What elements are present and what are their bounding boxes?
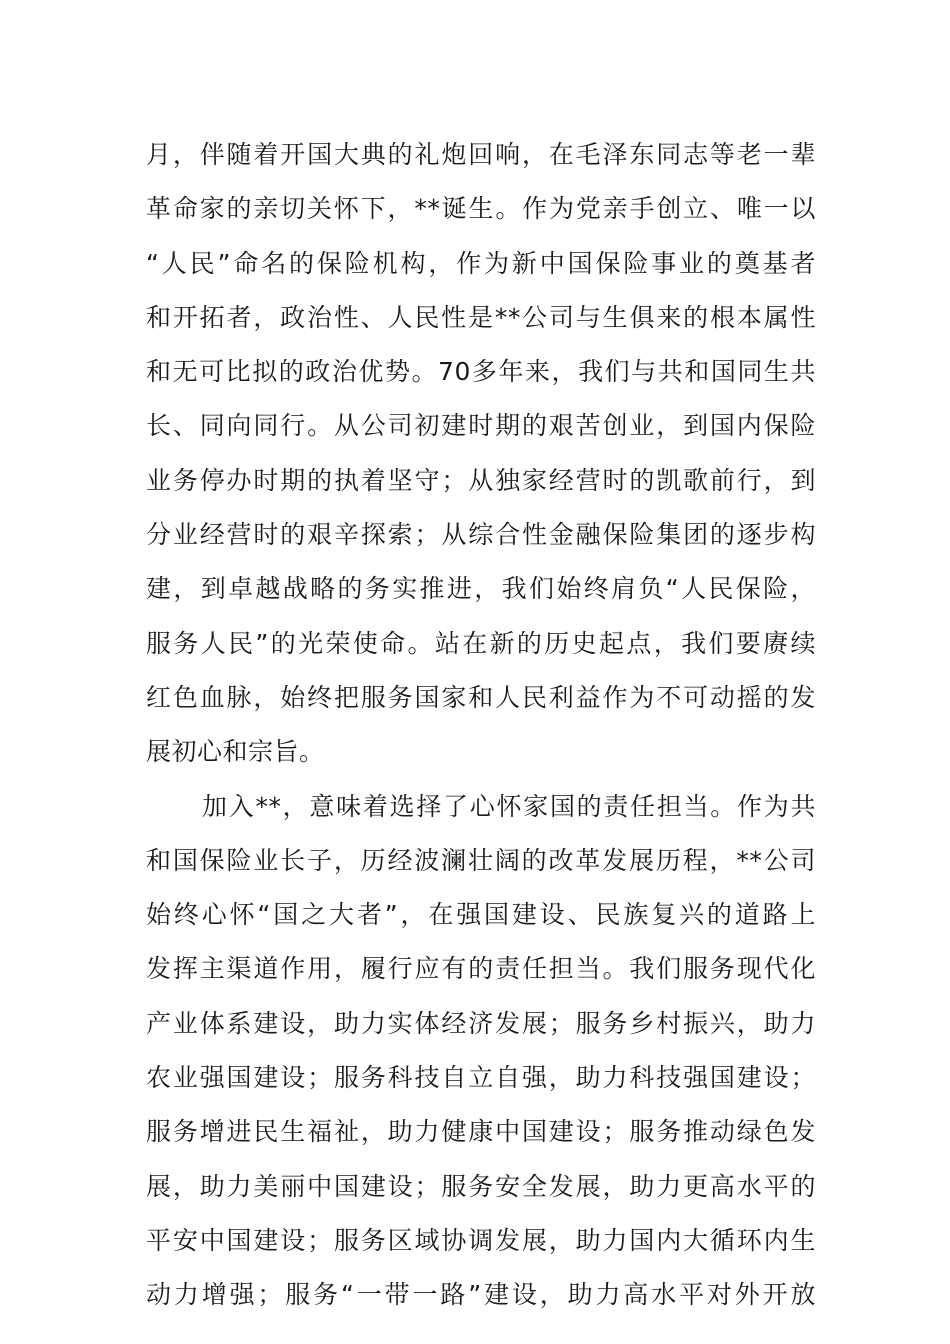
text-line: 和无可比拟的政治优势。70多年来，我们与共和国同生共 xyxy=(146,357,816,387)
text-line: 建，到卓越战略的务实推进，我们始终肩负“人民保险， xyxy=(146,574,816,604)
text-line: 展，助力美丽中国建设；服务安全发展，助力更高水平的 xyxy=(146,1171,816,1201)
text-line: 和开拓者，政治性、人民性是**公司与生俱来的根本属性 xyxy=(146,302,816,332)
text-line: 服务人民”的光荣使命。站在新的历史起点，我们要赓续 xyxy=(146,628,816,658)
text-line: 动力增强；服务“一带一路”建设，助力高水平对外开放 xyxy=(146,1280,816,1310)
text-line: 平安中国建设；服务区域协调发展，助力国内大循环内生 xyxy=(146,1225,816,1255)
text-line: 月，伴随着开国大典的礼炮回响，在毛泽东同志等老一辈 xyxy=(146,140,816,169)
text-line: 展初心和宗旨。 xyxy=(146,737,325,767)
text-line: “人民”命名的保险机构，作为新中国保险事业的奠基者 xyxy=(146,248,816,278)
body-text xyxy=(146,128,816,1323)
text-line: 分业经营时的艰辛探索；从综合性金融保险集团的逐步构 xyxy=(146,520,816,550)
text-line: 和国保险业长子，历经波澜壮阔的改革发展历程，**公司 xyxy=(146,845,816,875)
text-line: 革命家的亲切关怀下，**诞生。作为党亲手创立、唯一以 xyxy=(146,194,816,224)
text-line: 产业体系建设，助力实体经济发展；服务乡村振兴，助力 xyxy=(146,1008,816,1038)
text-line: 发挥主渠道作用，履行应有的责任担当。我们服务现代化 xyxy=(146,954,816,984)
text-line: 服务增进民生福祉，助力健康中国建设；服务推动绿色发 xyxy=(146,1117,816,1147)
text-line: 长、同向同行。从公司初建时期的艰苦创业，到国内保险 xyxy=(146,411,816,441)
text-line: 业务停办时期的执着坚守；从独家经营时的凯歌前行，到 xyxy=(146,465,816,495)
text-line: 加入**，意味着选择了心怀家国的责任担当。作为共 xyxy=(202,791,816,821)
text-line: 农业强国建设；服务科技自立自强，助力科技强国建设； xyxy=(146,1063,816,1093)
text-line: 始终心怀“国之大者”，在强国建设、民族复兴的道路上 xyxy=(146,900,816,930)
text-line: 红色血脉，始终把服务国家和人民利益作为不可动摇的发 xyxy=(146,682,816,712)
